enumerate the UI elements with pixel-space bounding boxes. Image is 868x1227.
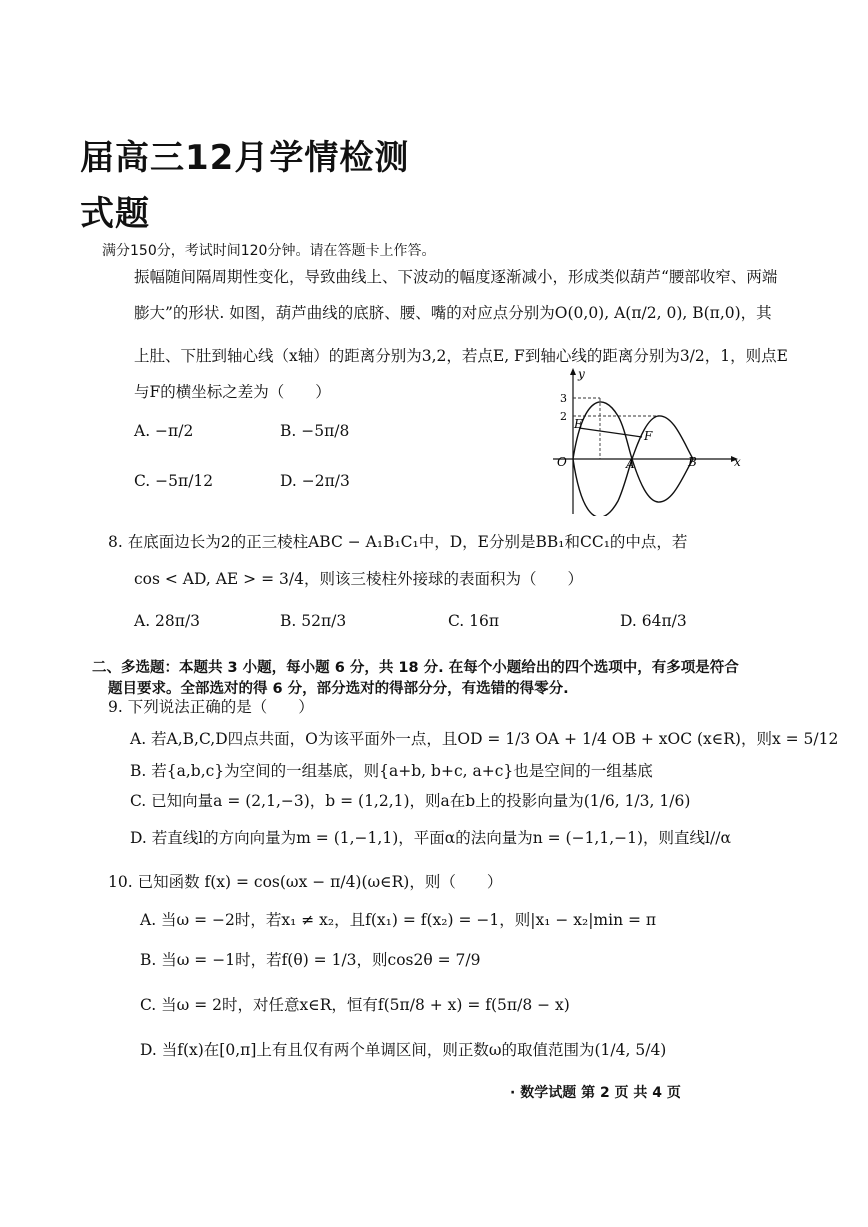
q9-option-d: D. 若直线l的方向向量为m = (1,−1,1)，平面α的法向量为n = (−1,1,−1)，则直线l//α xyxy=(130,829,731,847)
q8-line2: cos < AD, AE > = 3/4，则该三棱柱外接球的表面积为（ ） xyxy=(134,570,583,588)
q7-option-d: D. −2π/3 xyxy=(280,472,350,490)
q10-option-b: B. 当ω = −1时，若f(θ) = 1/3，则cos2θ = 7/9 xyxy=(140,951,481,969)
exam-note: 满分150分，考试时间120分钟。请在答题卡上作答。 xyxy=(102,243,436,259)
label-f: F xyxy=(644,429,653,443)
q7-option-c: C. −5π/12 xyxy=(134,472,214,490)
q9-option-c: C. 已知向量a = (2,1,−3)，b = (1,2,1)，则a在b上的投影向量为(1/6, 1/3, 1/6) xyxy=(130,792,691,810)
label-e: E xyxy=(574,417,583,431)
label-o: O xyxy=(557,455,567,469)
segment-ef xyxy=(579,428,642,437)
q8-option-b: B. 52π/3 xyxy=(280,612,347,630)
q10-option-c: C. 当ω = 2时，对任意x∈R，恒有f(5π/8 + x) = f(5π/8 − x) xyxy=(140,996,570,1014)
q10-stem: 10. 已知函数 f(x) = cos(ωx − π/4)(ω∈R)，则（ ） xyxy=(108,873,503,891)
q7-line4: 与F的横坐标之差为（ ） xyxy=(134,383,331,401)
q7-line2: 膨大”的形状. 如图，葫芦曲线的底脐、腰、嘴的对应点分别为O(0,0), A(π/2, 0), B(π,0)，其 xyxy=(134,304,772,322)
section2-line1: 二、多选题：本题共 3 小题，每小题 6 分，共 18 分. 在每个小题给出的四个选项中，有多项是符合 xyxy=(92,660,739,676)
tick-2: 2 xyxy=(560,410,567,423)
gourd-curve-figure xyxy=(548,366,748,516)
q9-option-b: B. 若{a,b,c}为空间的一组基底，则{a+b, b+c, a+c}也是空间的一组基底 xyxy=(130,762,653,780)
page-title: 届高三12月学情检测 xyxy=(80,138,410,178)
label-b: B xyxy=(688,455,697,469)
section2-line2: 题目要求。全部选对的得 6 分，部分选对的得部分分，有选错的得零分. xyxy=(108,681,569,697)
q10-option-d: D. 当f(x)在[0,π]上有且仅有两个单调区间，则正数ω的取值范围为(1/4, 5/4) xyxy=(140,1041,667,1059)
q9-stem: 9. 下列说法正确的是（ ） xyxy=(108,698,314,716)
page-footer: · 数学试题 第 2 页 共 4 页 xyxy=(510,1085,681,1101)
q8-option-d: D. 64π/3 xyxy=(620,612,687,630)
q10-option-a: A. 当ω = −2时，若x₁ ≠ x₂，且f(x₁) = f(x₂) = −1，则|x₁ − x₂|min = π xyxy=(140,911,657,929)
label-y: y xyxy=(578,367,585,381)
q7-option-a: A. −π/2 xyxy=(134,422,194,440)
q7-line3: 上肚、下肚到轴心线（x轴）的距离分别为3,2，若点E, F到轴心线的距离分别为3/2，1，则点E xyxy=(134,347,788,365)
q8-option-a: A. 28π/3 xyxy=(134,612,201,630)
upper-curve xyxy=(573,402,693,459)
q7-option-b: B. −5π/8 xyxy=(280,422,350,440)
q8-line1: 8. 在底面边长为2的正三棱柱ABC − A₁B₁C₁中，D，E分别是BB₁和CC₁的中点，若 xyxy=(108,533,688,551)
label-a: A xyxy=(626,457,635,471)
tick-3: 3 xyxy=(560,392,567,405)
q8-option-c: C. 16π xyxy=(448,612,500,630)
page-subtitle: 式题 xyxy=(80,194,150,234)
label-x: x xyxy=(734,455,741,469)
q9-option-a: A. 若A,B,C,D四点共面，O为该平面外一点，且OD = 1/3 OA + 1/4 OB + xOC (x∈R)，则x = 5/12 xyxy=(130,730,839,748)
q7-line1: 振幅随间隔周期性变化，导致曲线上、下波动的幅度逐渐减小，形成类似葫芦“腰部收窄、两端 xyxy=(134,268,778,286)
y-axis-arrow xyxy=(570,368,576,375)
